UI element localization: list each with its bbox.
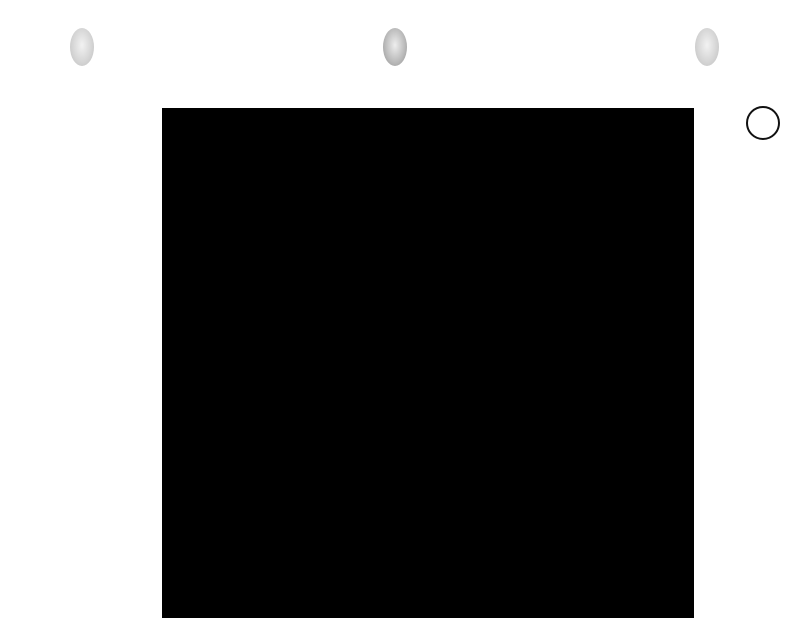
circle-mark-icon	[746, 106, 780, 140]
binder-hole-left	[70, 28, 94, 66]
binder-hole-center	[383, 28, 407, 66]
binder-hole-right	[695, 28, 719, 66]
document-page	[162, 108, 694, 618]
